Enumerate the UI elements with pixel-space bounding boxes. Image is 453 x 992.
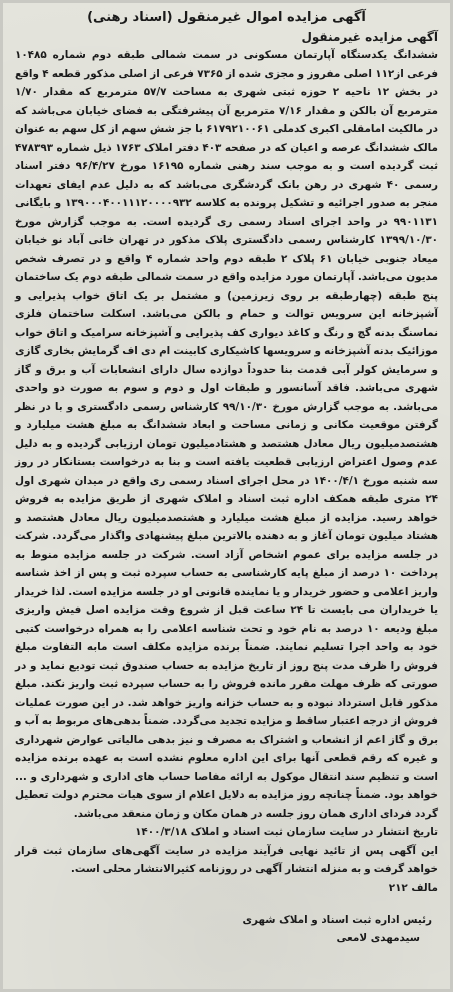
publish-date: تاریخ انتشار در سایت سازمان ثبت اسناد و املاک ۱۴۰۰/۳/۱۸	[135, 826, 438, 838]
signer-name: سیدمهدی لامعی	[336, 932, 420, 944]
notice-subtitle: آگهی مزایده غیرمنقول	[301, 30, 438, 44]
signer-title: رئیس اداره ثبت اسناد و املاک شهری	[242, 914, 432, 926]
newspaper-notice	[3, 3, 450, 989]
notice-body: ششدانگ یکدستگاه آپارتمان مسکونی در سمت شمالی طبقه دوم شماره ۱۰۴۸۵ فرعی از۱۱۲ اصلی مفروز و مجزی شده از ۷۳۶۵ فرعی از اصلی مذکور قطعه ۴ واقع در بخش ۱۲ ناحیه ۲ حوزه ثبتی شهری به مساحت ۵۷/۷ مترمربع که مقدار ۱/۷۰ مترمربع آن بالکن و مقدار ۷/۱۶ مترمربع آن پیشرفتگی به فضای خیابان می‌باشد که در مالکیت امامقلی اکبری کدملی ۶۱۷۹۲۱۰۰۶۱ با جز شش سهم از کل سهم به عنوان مالک ششدانگ عرصه و اعیان که در صفحه ۴۰۳ دفتر املاک ۱۷۶۳ ذیل شماره ۴۷۸۳۹۳ ثبت گردیده است و به موجب سند رهنی شماره ۱۶۱۹۵ مورخ ۹۶/۴/۲۷ دفتر اسناد رسمی ۴۰ شهری در رهن بانک گردشگری می‌باشد که به دلیل عدم ایفای تعهدات منجر به صدور اجرائیه و تشکیل پرونده به کلاسه ۱۳۹۰۰۰۴۰۰۱۱۱۲۰۰۰۰۹۳۲ و بایگانی ۹۹۰۱۱۳۱ در واحد اجرای اسناد رسمی ری گردیده است. به موجب گزارش مورخ ۱۳۹۹/۱۰/۳۰ کارشناس رسمی دادگستری پلاک مذکور در تهران خانی آباد نو خیابان میعاد جنوبی خیابان ۶۱ پلاک ۲ طبقه دوم واحد شماره ۴ واقع و در تصرف شخص مدیون می‌باشد. آپارتمان مورد مزایده واقع در سمت شمالی طبقه دوم یک ساختمان پنج طبقه (چهارطبقه بر روی زیرزمین) و مشتمل بر یک اتاق خواب پذیرایی و آشپزخانه این سرویس توالت و حمام و بالکن می‌باشد. اسکلت ساختمان فلزی نماسنگ بدنه گچ و رنگ و کاغذ دیواری کف پذیرایی و آشپزخانه سرامیک و اتاق خواب موزائیک بدنه آشپزخانه و سرویسها کاشیکاری کابینت ام دی اف گرمایش بخاری گازی و سرمایش کولر آبی قدمت بنا حدوداً دوازده سال دارای انشعابات آب و برق و گاز شهری می‌باشد. فاقد آسانسور و طبقات اول و دوم و سوم به صورت دو واحدی می‌باشد. به موجب گزارش مورخ ۹۹/۱۰/۳۰ کارشناس رسمی دادگستری و با در نظر گرفتن موقعیت مکانی و زمانی مساحت و ابعاد ششدانگ به مبلغ هشت میلیارد و هشتصدمیلیون ریال معادل هشتصد و هشتادمیلیون تومان ارزیابی گردیده و به دلیل عدم وصول اعتراض ارزیابی قطعیت یافته است و بنا به درخواست بستانکار در روز سه شنبه مورخ ۱۴۰۰/۴/۱ در محل اجرای اسناد رسمی ری واقع در میدان شهری اول ۲۴ متری طبقه همکف اداره ثبت اسناد و املاک شهری از طریق مزایده به فروش خواهد رسید. مزایده از مبلغ هشت میلیارد و هشتصدمیلیون ریال معادل هشتصد و هشتاد میلیون تومان آغاز و به دهنده بالاترین مبلغ پیشنهادی واگذار می‌گردد. شرکت در جلسه مزایده برای عموم اشخاص آزاد است. شرکت در جلسه مزایده منوط به پرداخت ۱۰ درصد از مبلغ پایه کارشناسی به حساب سپرده ثبت و پس از اخذ شناسه واریز اعلامی و حضور خریدار و یا نماینده قانونی او در جلسه مزایده است. لذا خریدار یا خریداران می بایست تا ۲۴ ساعت قبل از شروع وقت مزایده اصل فیش واریزی مبلغ ودیعه ۱۰ درصد به نام خود و تحت شناسه اعلامی را به همراه درخواست کتبی خود به واحد اجرا تسلیم نمایند. ضمناً برنده مزایده مکلف است مابه التفاوت مبلغ فروش را ظرف مدت پنج روز از تاریخ مزایده به حساب صندوق ثبت تودیع نماید و در صورتی که ظرف مهلت مقرر مانده فروش را به حساب سپرده ثبت واریز نکند. مبلغ مذکور قابل استرداد نبوده و به حساب خزانه واریز خواهد شد. در این صورت عملیات فروش از درجه اعتبار ساقط و مزایده تجدید می‌گردد. ضمناً بدهی‌های مربوط به آب و برق و گاز اعم از انشعاب و اشتراک به مصرف و نیز بدهی مالیاتی عوارض شهرداری و غیره که رقم قطعی آنها برای این اداره معلوم نشده است به عهده برنده مزایده است و تنظیم سند انتقال موکول به ارائه مفاصا حساب های اداری و شهرداری و ... خواهد بود. ضمناً چنانچه روز مزایده به دلایل اعلام از سوی هیات محترم دولت تعطیل گردد فردای اداری همان روز جلسه در همان مکان و زمان منعقد می‌باشد.	[15, 49, 439, 820]
signature-spacer	[15, 897, 438, 911]
notice-footnote: این آگهی پس از تائید نهایی فرآیند مزایده در سایت آگهی‌های سازمان ثبت قرار خواهد گرفت و به منزله انتشار آگهی در روزنامه کثیرالانتشار محلی است.	[15, 844, 438, 875]
notice-title: آگهی مزایده اموال غیرمنقول (اسناد رهنی)	[87, 10, 366, 25]
notice-code: مالف ۲۱۲	[388, 881, 438, 894]
